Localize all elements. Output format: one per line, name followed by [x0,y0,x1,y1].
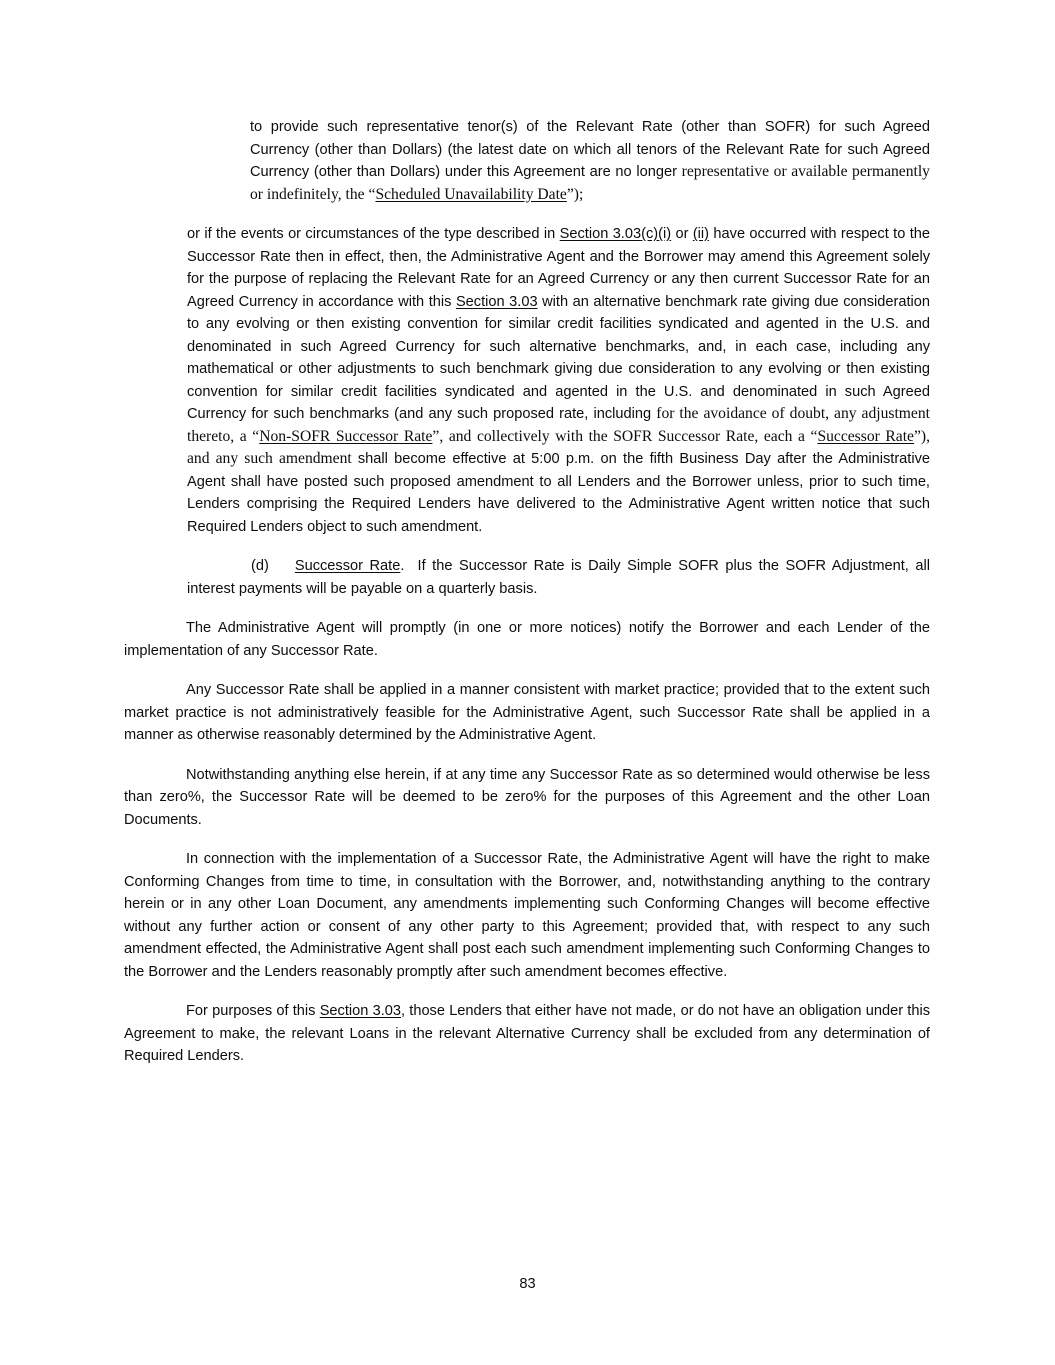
paragraph-zero-floor: Notwithstanding anything else herein, if at any time any Successor Rate as so determined would otherwise be less than zero%, the Successor Rate will be deemed to be zero% for the purposes of this Agreement and the other Loan Documents. [124,766,930,828]
paragraph-agent-notice: The Administrative Agent will promptly (in one or more notices) notify the Borrower and each Lender of the implementation of any Successor Rate. [124,620,930,659]
paragraph-successor-rate-amendment: or if the events or circumstances of the type described in Section 3.03(c)(i) or (ii) have occurred with respect to the Successor Rate then in effect, then, the Administrative Agent and the Borrower may amend this Agreement solely for the purpose of replacing the Relevant Rate for an Agreed Currency or any then current Successor Rate for an Agreed Currency in accordance with this Section 3.03 with an alternative benchmark rate giving due consideration to any evolving or then existing convention for similar credit facilities syndicated and agented in the U.S. and denominated in such Agreed Currency for such alternative benchmarks, and, in each case, including any mathematical or other adjustments to such benchmark giving due consideration to any evolving or then existing convention for similar credit facilities syndicated and agented in the U.S. and denominated in such Agreed Currency for such benchmarks (and any such proposed rate, including for the avoidance of doubt, any adjustment thereto, a “Non-SOFR Successor Rate”, and collectively with the SOFR Successor Rate, each a “Successor Rate”), and any such amendment shall become effective at 5:00 p.m. on the fifth Business Day after the Administrative Agent shall have posted such proposed amendment to all Lenders and the Borrower unless, prior to such time, Lenders comprising the Required Lenders have delivered to the Administrative Agent written notice that such Required Lenders object to such amendment. [187,226,930,535]
page-number: 83 [519,1276,536,1292]
paragraph-market-practice: Any Successor Rate shall be applied in a manner consistent with market practice; provided that to the extent such market practice is not administratively feasible for the Administrative Agent, such Successor Rate shall be applied in a manner as otherwise reasonably determined by the Administrative Agent. [124,682,930,743]
paragraph-required-lenders-exclusion: For purposes of this Section 3.03, those Lenders that either have not made, or do not have an obligation under this Agreement to make, the relevant Loans in the relevant Alternative Currency shall be excluded from any determination of Required Lenders. [124,1003,931,1064]
paragraph-item-d-successor-rate: (d) Successor Rate. If the Successor Rate is Daily Simple SOFR plus the SOFR Adjustment, all interest payments will be payable on a quarterly basis. [187,558,931,597]
document-body [124,116,930,1085]
paragraph-conforming-changes: In connection with the implementation of a Successor Rate, the Administrative Agent will have the right to make Conforming Changes from time to time, in consultation with the Borrower, and, notwithstanding anything to the contrary herein or in any other Loan Document, any amendments implementing such Conforming Changes will become effective without any further action or consent of any other party to this Agreement; provided that, with respect to any such amendment effected, the Administrative Agent shall post each such amendment implementing such Conforming Changes to the Borrower and the Lenders reasonably promptly after such amendment becomes effective. [124,851,930,980]
paragraph-scheduled-unavailability-date: to provide such representative tenor(s) of the Relevant Rate (other than SOFR) for such Agreed Currency (other than Dollars) (the latest date on which all tenors of the Relevant Rate for such Agreed Currency (other than Dollars) under this Agreement are no longer representative or available permanently or indefinitely, the “Scheduled Unavailability Date”); [250,119,930,203]
